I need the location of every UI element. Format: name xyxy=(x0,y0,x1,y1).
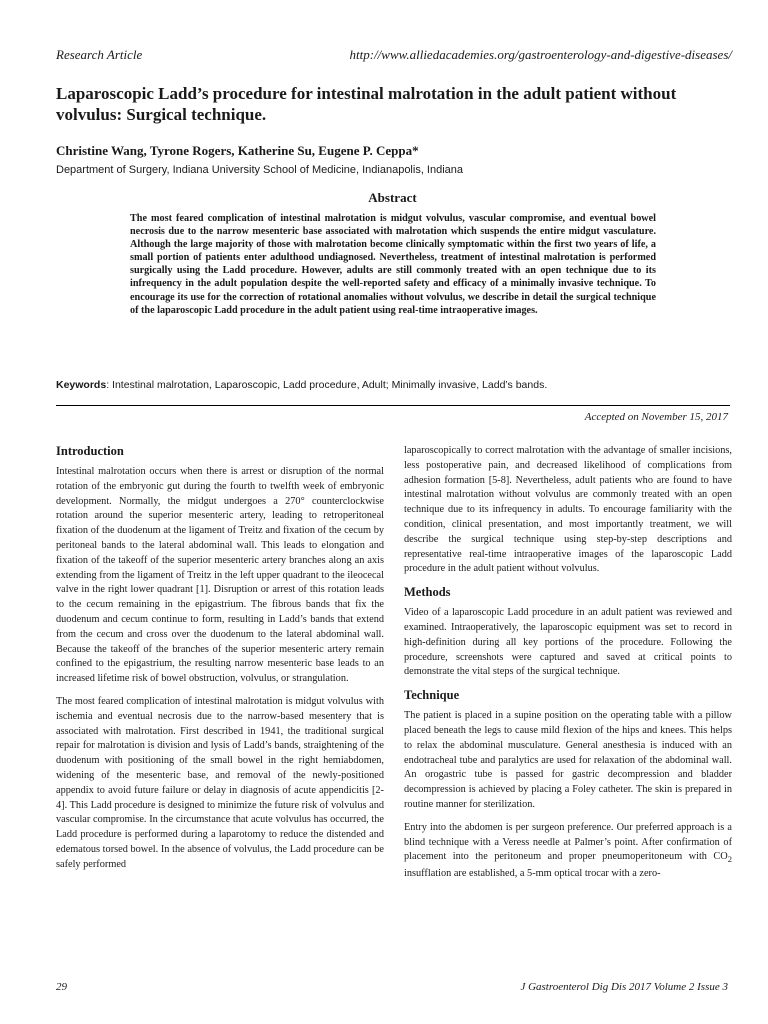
methods-paragraph-1: Video of a laparoscopic Ladd procedure in an adult patient was reviewed and examined. Intraoperatively, the laparoscopic equipment was set to record in high-definition during all key portions of the procedure. Following the procedure, screenshots were captured and saved at critical points to demonstrate the vital steps of the surgical technique. xyxy=(404,607,732,678)
technique-heading: Technique xyxy=(404,688,460,703)
accepted-date: Accepted on November 15, 2017 xyxy=(584,411,728,423)
introduction-paragraph-2: The most feared complication of intestinal malrotation is midgut volvulus with ischemia and eventual necrosis due to the narrow-based mesentery that is associated with malrotation. First described in 1941, the traditional surgical repair for malrotation is division and lysis of Ladd’s bands, straightening of the duodenum with positioning of the small bowel in the right hemiabdomen, widening of the mesenteric base, and removal of the newly-positioned appendix to avoid future failure or delay in diagnosis of acute appendicitis [2-4]. This Ladd procedure is designed to minimize the future risk of volvulus and vascular compromise. In the circumstance that acute volvulus has occurred, the Ladd procedure is performed during a laparotomy to reduce the distended and edematous torsed bowel. In the absence of volvulus, the Ladd procedure can be safely performed xyxy=(56,695,384,870)
methods-heading: Methods xyxy=(404,585,451,600)
introduction-paragraph-1: Intestinal malrotation occurs when there is arrest or disruption of the normal rotation of the embryonic gut during the fourth to twelfth week of embryonic development. Normally, the midgut undergoes a 270° counterclockwise rotation around the superior mesenteric artery, leading to retroperitoneal fixation of the duodenum at the ligament of Treitz and fixation of the cecum by peritoneal bands to the lateral abdominal wall. This leads to elongation and fixation of the takeoff of the superior mesenteric artery branches along an axis extending from the ligament of Treitz in the left upper quadrant to the ileocecal valve in the right lower quadrant [1]. Disruption or arrest of this rotation leads to the cecum remaining in the epigastrium. The fibrous bands that fix the duodenum and cecum continue to form, resulting in Ladd’s bands that extend from the cecum and cross over the duodenum to the lateral abdominal wall. Because the takeoff of the branches of the superior mesenteric artery remain confined to the epigastrium, the resulting narrow mesenteric base leads to an increased lifetime risk of bowel obstruction, volvulus, or strangulation. xyxy=(56,466,384,685)
page-footer xyxy=(56,981,728,997)
co2-subscript: 2 xyxy=(727,854,732,865)
article-title: Laparoscopic Ladd’s procedure for intestinal malrotation in the adult patient without volvulus: Surgical technique. xyxy=(56,84,677,124)
technique-paragraph-2-start: Entry into the abdomen is per surgeon preference. Our preferred approach is a blind technique with a Veress needle at Palmer’s point. After confirmation of placement into the peritoneum and proper pneumoperitoneum with CO xyxy=(404,821,732,863)
introduction-paragraph-3: laparoscopically to correct malrotation with the advantage of smaller incisions, less postoperative pain, and decreased likelihood of complications from adhesion formation [5-8]. Nevertheless, adult patients who are found to have intestinal malrotation without volvulus are commonly treated with an open technique due to its infrequency in adults. To encourage familiarity with the condition, clinical presentation, and most importantly treatment, we will describe the surgical technique using step-by-step descriptions and representative real-time intraoperative images of the laparoscopic Ladd procedure in the adult patient without volvulus. xyxy=(404,445,732,575)
column-right xyxy=(404,444,732,890)
journal-citation: J Gastroenterol Dig Dis 2017 Volume 2 Issue 3 xyxy=(520,981,728,993)
column-left xyxy=(56,444,384,881)
affiliation: Department of Surgery, Indiana University School of Medicine, Indianapolis, Indiana xyxy=(56,164,464,176)
technique-paragraph-1: The patient is placed in a supine position on the operating table with a pillow placed beneath the legs to cause mild flexion of the hips and knees. This helps to relax the abdominal musculature. General anesthesia is induced with an endotracheal tube and paralytics are used for relaxation of the abdominal wall. An orogastric tube is passed for gastric decompression and bladder decompression is achieved by placing a Foley catheter. The skin is prepared in routine manner for sterilization. xyxy=(404,710,732,810)
article-type: Research Article xyxy=(56,47,143,62)
keywords-text: : Intestinal malrotation, Laparoscopic, Ladd procedure, Adult; Minimally invasive, Ladd’s bands. xyxy=(106,379,548,391)
keywords xyxy=(56,379,728,391)
authors: Christine Wang, Tyrone Rogers, Katherine Su, Eugene P. Ceppa* xyxy=(56,143,419,158)
divider xyxy=(56,405,730,406)
journal-url[interactable]: http://www.alliedacademies.org/gastroenterology-and-digestive-diseases/ xyxy=(349,47,732,62)
running-header xyxy=(56,47,732,65)
abstract-heading: Abstract xyxy=(368,190,417,205)
technique-paragraph-2-end: insufflation are established, a 5-mm optical trocar with a zero- xyxy=(404,868,661,880)
introduction-heading: Introduction xyxy=(56,444,124,458)
keywords-label: Keywords xyxy=(56,379,107,391)
abstract-text: The most feared complication of intestinal malrotation is midgut volvulus, vascular compromise, and eventual bowel necrosis due to the narrow mesenteric base associated with malrotation which suspends the entire midgut vasculature. Although the large majority of those with malrotation become clinically symptomatic within the first two years of life, a small portion of patients enter adulthood undiagnosed. Nevertheless, treatment of intestinal malrotation is performed surgically using the Ladd procedure. However, adults are still commonly treated with an open technique due to its infrequency in the adult population despite the well-reported safety and efficacy of a minimally invasive technique. To encourage its use for the correction of rotational anomalies without volvulus, we describe in detail the surgical technique of the laparoscopic Ladd procedure in the adult patient using real-time intraoperative images. xyxy=(130,213,656,316)
technique-paragraph-2 xyxy=(404,821,732,882)
page-number: 29 xyxy=(56,981,67,993)
